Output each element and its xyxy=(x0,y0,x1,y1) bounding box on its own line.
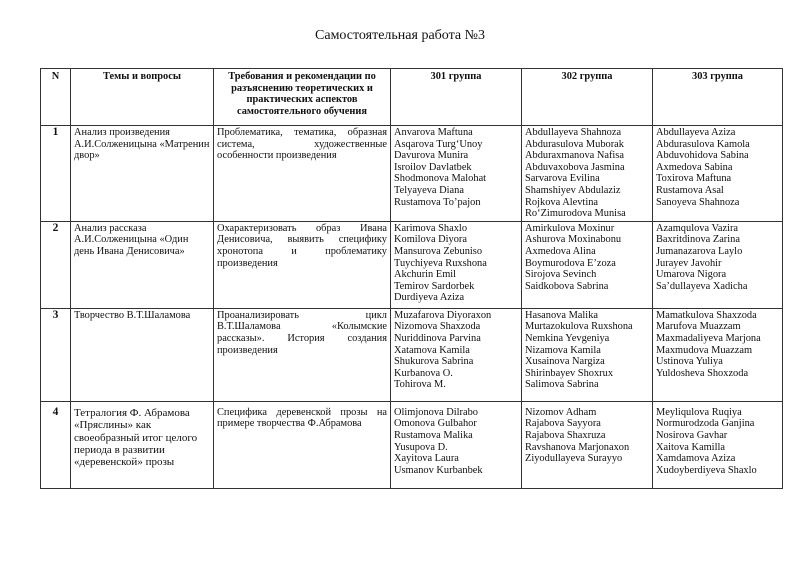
header-requirements: Требования и рекомендации по разъяснению теоретических и практических аспектов самостоятельного обучения xyxy=(214,69,391,126)
student-name: Mamatkulova Shaxzoda xyxy=(656,309,757,321)
student-list-301 xyxy=(391,308,522,401)
header-number: N xyxy=(41,69,71,126)
student-list-303 xyxy=(653,401,783,488)
student-name: Durdiyeva Aziza xyxy=(394,292,465,304)
topic-cell: Анализ рассказа А.И.Солженицына «Один день Ивана Денисовича» xyxy=(71,221,214,308)
student-name: Nizomova Shaxzoda xyxy=(394,321,481,333)
student-name: Xusainova Nargiza xyxy=(525,356,605,368)
student-name: Tuychiyeva Ruxshona xyxy=(394,257,487,269)
requirements-cell: Охарактеризовать образ Ивана Денисовича, выявить специфику хронотопа и проблематику произведения xyxy=(214,221,391,308)
student-name: Umarova Nigora xyxy=(656,269,727,281)
student-name: Nizamova Kamila xyxy=(525,344,601,356)
student-name: Sa’dullayeva Xadicha xyxy=(656,280,748,292)
student-name: Temirov Sardorbek xyxy=(394,280,475,292)
table-row xyxy=(41,308,783,401)
student-name: Yusupova D. xyxy=(394,441,448,453)
header-group-301: 301 группа xyxy=(391,69,522,126)
topic-cell: Анализ произведения А.И.Солженицына «Матренин двор» xyxy=(71,126,214,222)
student-name: Abduvohidova Sabina xyxy=(656,150,749,162)
student-name: Ashurova Moxinabonu xyxy=(525,234,622,246)
student-name: Xatamova Kamila xyxy=(394,344,470,356)
student-list-302 xyxy=(522,308,653,401)
student-name: Shodmonova Malohat xyxy=(394,173,487,185)
student-name: Normurodzoda Ganjina xyxy=(656,418,755,430)
document-title: Самостоятельная работа №3 xyxy=(315,28,485,43)
student-list-303 xyxy=(653,126,783,222)
header-group-302: 302 группа xyxy=(522,69,653,126)
student-name: Nizomov Adham xyxy=(525,406,597,418)
student-name: Rustamova Asal xyxy=(656,184,724,196)
topic-cell: Творчество В.Т.Шаламова xyxy=(71,308,214,401)
row-number: 1 xyxy=(41,126,71,222)
student-name: Abduvaxobova Jasmina xyxy=(525,161,625,173)
student-list-301 xyxy=(391,221,522,308)
student-name: Rustamova To’pajon xyxy=(394,196,481,208)
student-name: Axmedova Alina xyxy=(525,245,596,257)
student-name: Salimova Sabrina xyxy=(525,379,599,391)
student-list-301 xyxy=(391,126,522,222)
student-name: Marufova Muazzam xyxy=(656,321,741,333)
student-name: Ustinova Yuliya xyxy=(656,356,723,368)
topic-cell: Тетралогия Ф. Абрамова «Пряслины» как своеобразный итог целого периода в развитии «деревенской» прозы xyxy=(71,401,214,488)
student-name: Yuldosheva Shoxzoda xyxy=(656,367,749,379)
student-list-303 xyxy=(653,308,783,401)
student-name: Nemkina Yevgeniya xyxy=(525,332,610,344)
requirements-cell: Специфика деревенской прозы на примере творчества Ф.Абрамова xyxy=(214,401,391,488)
student-name: Jumanazarova Laylo xyxy=(656,245,743,257)
student-name: Karimova Shaxlo xyxy=(394,222,468,234)
student-name: Abduraxmanova Nafisa xyxy=(525,150,624,162)
student-name: Omonova Gulbahor xyxy=(394,418,477,430)
student-list-302 xyxy=(522,401,653,488)
student-name: Davurova Munira xyxy=(394,150,469,162)
table-header-row xyxy=(41,69,783,126)
student-name: Shamshiyev Abdulaziz xyxy=(525,184,621,196)
student-name: Sarvarova Evilina xyxy=(525,173,600,185)
student-name: Ravshanova Marjonaxon xyxy=(525,441,630,453)
student-list-302 xyxy=(522,221,653,308)
table-row xyxy=(41,221,783,308)
student-list-303 xyxy=(653,221,783,308)
row-number: 2 xyxy=(41,221,71,308)
student-name: Jurayev Javohir xyxy=(656,257,722,269)
student-name: Abdurasulova Kamola xyxy=(656,138,750,150)
student-name: Kurbanova O. xyxy=(394,367,453,379)
assignment-table xyxy=(40,68,783,489)
header-group-303: 303 группа xyxy=(653,69,783,126)
student-name: Xamdamova Aziza xyxy=(656,453,736,465)
student-name: Xaitova Kamilla xyxy=(656,441,725,453)
student-name: Nosirova Gavhar xyxy=(656,429,728,441)
student-name: Rustamova Malika xyxy=(394,429,473,441)
student-name: Akchurin Emil xyxy=(394,269,457,281)
student-name: Abdullayeva Shahnoza xyxy=(525,127,622,138)
student-name: Hasanova Malika xyxy=(525,309,598,321)
student-list-302 xyxy=(522,126,653,222)
student-name: Ziyodullayeva Surayyo xyxy=(525,453,623,465)
student-name: Xudoyberdiyeva Shaxlo xyxy=(656,464,757,476)
student-name: Abdullayeva Aziza xyxy=(656,127,736,138)
student-name: Rajabova Shaxruza xyxy=(525,429,606,441)
student-name: Rojkova Alevtina xyxy=(525,196,599,208)
row-number: 3 xyxy=(41,308,71,401)
student-list-301 xyxy=(391,401,522,488)
student-name: Olimjonova Dilrabo xyxy=(394,406,478,418)
student-name: Telyayeva Diana xyxy=(394,184,464,196)
header-topic: Темы и вопросы xyxy=(71,69,214,126)
student-name: Anvarova Maftuna xyxy=(394,127,473,138)
requirements-cell: Проанализировать цикл В.Т.Шаламова «Колымские рассказы». История создания произведения xyxy=(214,308,391,401)
table-row xyxy=(41,126,783,222)
student-name: Tohirova M. xyxy=(394,379,446,391)
student-name: Saidkobova Sabrina xyxy=(525,280,609,292)
student-name: Azamqulova Vazira xyxy=(656,222,739,234)
student-name: Asqarova Turg‘Unoy xyxy=(394,138,483,150)
student-name: Meyliqulova Ruqiya xyxy=(656,406,742,418)
student-name: Boymurodova E’zoza xyxy=(525,257,616,269)
requirements-cell: Проблематика, тематика, образная система, художественные особенности произведения xyxy=(214,126,391,222)
student-name: Toxirova Maftuna xyxy=(656,173,732,185)
row-number: 4 xyxy=(41,401,71,488)
student-name: Axmedova Sabina xyxy=(656,161,733,173)
student-name: Maxmadaliyeva Marjona xyxy=(656,332,761,344)
table-row xyxy=(41,401,783,488)
student-name: Muzafarova Diyoraxon xyxy=(394,309,492,321)
student-name: Xayitova Laura xyxy=(394,453,459,465)
student-name: Mansurova Zebuniso xyxy=(394,245,483,257)
student-name: Rajabova Sayyora xyxy=(525,418,601,430)
student-name: Ro‘Zimurodova Munisa xyxy=(525,208,626,220)
student-name: Murtazokulova Ruxshona xyxy=(525,321,633,333)
student-name: Komilova Diyora xyxy=(394,234,468,246)
student-name: Nuriddinova Parvina xyxy=(394,332,481,344)
student-name: Baxritdinova Zarina xyxy=(656,234,740,246)
student-name: Abdurasulova Muborak xyxy=(525,138,624,150)
student-name: Shukurova Sabrina xyxy=(394,356,474,368)
student-name: Usmanov Kurbanbek xyxy=(394,464,483,476)
student-name: Maxmudova Muazzam xyxy=(656,344,753,356)
student-name: Isroilov Davlatbek xyxy=(394,161,472,173)
student-name: Shirinbayev Shoxrux xyxy=(525,367,614,379)
student-name: Sanoyeva Shahnoza xyxy=(656,196,740,208)
student-name: Amirkulova Moxinur xyxy=(525,222,615,234)
student-name: Sirojova Sevinch xyxy=(525,269,597,281)
